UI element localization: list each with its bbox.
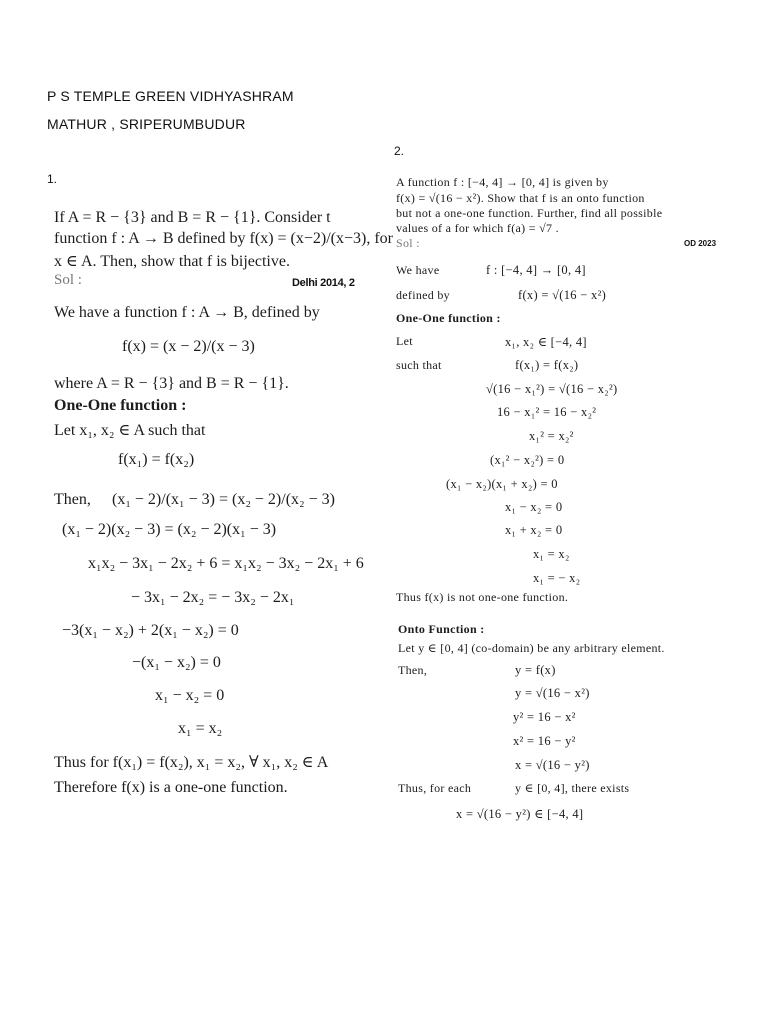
q1-function-definition: f(x) = (x − 2)/(x − 3) (122, 338, 255, 355)
q2-onto-eq-5: x = √(16 − y²) (515, 758, 590, 772)
question-2-number: 2. (394, 144, 405, 158)
q2-final-eq: x = √(16 − y²) ∈ [−4, 4] (456, 807, 584, 821)
q2-sol-label: Sol : (396, 236, 420, 250)
q2-each-label: Thus, for each (398, 781, 472, 795)
school-name: P S TEMPLE GREEN VIDHYASHRAM (47, 88, 294, 104)
question-1-number: 1. (47, 172, 58, 186)
q2-eq-9: x₁ = x₂ (533, 547, 570, 561)
q2-onto-eq-1: y = f(x) (515, 663, 556, 677)
q1-then-eq: (x₁ − 2)/(x₁ − 3) = (x₂ − 2)/(x₂ − 3) (112, 491, 335, 508)
q1-intro: We have a function f : A → B, defined by (54, 304, 320, 321)
q2-eq-5: (x₁² − x₂²) = 0 (490, 453, 565, 467)
q2-defined-label: defined by (396, 288, 450, 302)
q1-eq-5: −3(x₁ − x₂) + 2(x₁ − x₂) = 0 (62, 622, 239, 639)
q1-problem-line-1: If A = R − {3} and B = R − {1}. Consider t (54, 209, 331, 226)
q2-one-one-heading: One-One function : (396, 311, 501, 325)
q1-eq-2: (x₁ − 2)(x₂ − 3) = (x₂ − 2)(x₁ − 3) (62, 521, 277, 538)
q1-eq-7: x₁ − x₂ = 0 (155, 687, 225, 704)
q2-eq-8: x₁ + x₂ = 0 (505, 523, 563, 537)
q2-onto-eq-2: y = √(16 − x²) (515, 686, 590, 700)
q1-eq-4: − 3x₁ − 2x₂ = − 3x₂ − 2x₁ (131, 589, 295, 606)
q1-eq-8: x₁ = x₂ (178, 720, 223, 737)
q2-problem-line-3: but not a one-one function. Further, find all possible (396, 206, 663, 220)
q2-onto-heading: Onto Function : (398, 622, 485, 636)
q2-eq-7: x₁ − x₂ = 0 (505, 500, 563, 514)
q2-each-eq: y ∈ [0, 4], there exists (515, 781, 630, 795)
q2-such-label: such that (396, 358, 442, 372)
q1-problem-line-2: function f : A → B defined by f(x) = (x−2)/(x−3), for (54, 230, 393, 247)
q1-source-tag: Delhi 2014, 2 (292, 277, 355, 289)
q2-thus-not-one-one: Thus f(x) is not one-one function. (396, 590, 569, 604)
q1-then-label: Then, (54, 491, 91, 508)
q2-have-label: We have (396, 263, 440, 277)
q2-onto-eq-4: x² = 16 − y² (513, 734, 576, 748)
q2-onto-eq-3: y² = 16 − x² (513, 710, 576, 724)
q2-problem-line-4: values of a for which f(a) = √7 . (396, 221, 559, 235)
q2-defined-eq: f(x) = √(16 − x²) (518, 288, 607, 302)
q2-eq-1: f(x₁) = f(x₂) (515, 358, 579, 372)
q1-therefore: Therefore f(x) is a one-one function. (54, 779, 288, 796)
q1-one-one-heading: One-One function : (54, 397, 187, 414)
q2-eq-2: √(16 − x₁²) = √(16 − x₂²) (486, 382, 618, 396)
q2-onto-let: Let y ∈ [0, 4] (co-domain) be any arbitrary element. (398, 641, 665, 655)
q1-eq-3: x₁x₂ − 3x₁ − 2x₂ + 6 = x₁x₂ − 3x₂ − 2x₁ + 6 (88, 555, 364, 572)
q1-eq-6: −(x₁ − x₂) = 0 (132, 654, 221, 671)
q2-eq-10: x₁ = − x₂ (533, 571, 581, 585)
q1-problem-line-3: x ∈ A. Then, show that f is bijective. (54, 253, 290, 270)
q2-let-eq: x₁, x₂ ∈ [−4, 4] (505, 335, 587, 349)
q2-source-tag: OD 2023 (684, 239, 717, 248)
q1-thus: Thus for f(x₁) = f(x₂), x₁ = x₂, ∀ x₁, x₂ ∈ A (54, 754, 329, 771)
q1-sol-label: Sol : (54, 272, 82, 288)
q2-problem-line-1: A function f : [−4, 4] → [0, 4] is given by (396, 175, 609, 189)
q2-eq-3: 16 − x₁² = 16 − x₂² (497, 405, 597, 419)
q2-then-label: Then, (398, 663, 428, 677)
q2-let-label: Let (396, 334, 413, 348)
q2-problem-line-2: f(x) = √(16 − x²). Show that f is an onto function (396, 191, 645, 205)
q1-let: Let x₁, x₂ ∈ A such that (54, 422, 206, 439)
q1-eq-1: f(x₁) = f(x₂) (118, 451, 195, 468)
school-location: MATHUR , SRIPERUMBUDUR (47, 116, 246, 132)
q1-where: where A = R − {3} and B = R − {1}. (54, 375, 289, 392)
q2-have-eq: f : [−4, 4] → [0, 4] (486, 263, 586, 277)
q2-eq-6: (x₁ − x₂)(x₁ + x₂) = 0 (446, 477, 558, 491)
q2-eq-4: x₁² = x₂² (529, 429, 574, 443)
